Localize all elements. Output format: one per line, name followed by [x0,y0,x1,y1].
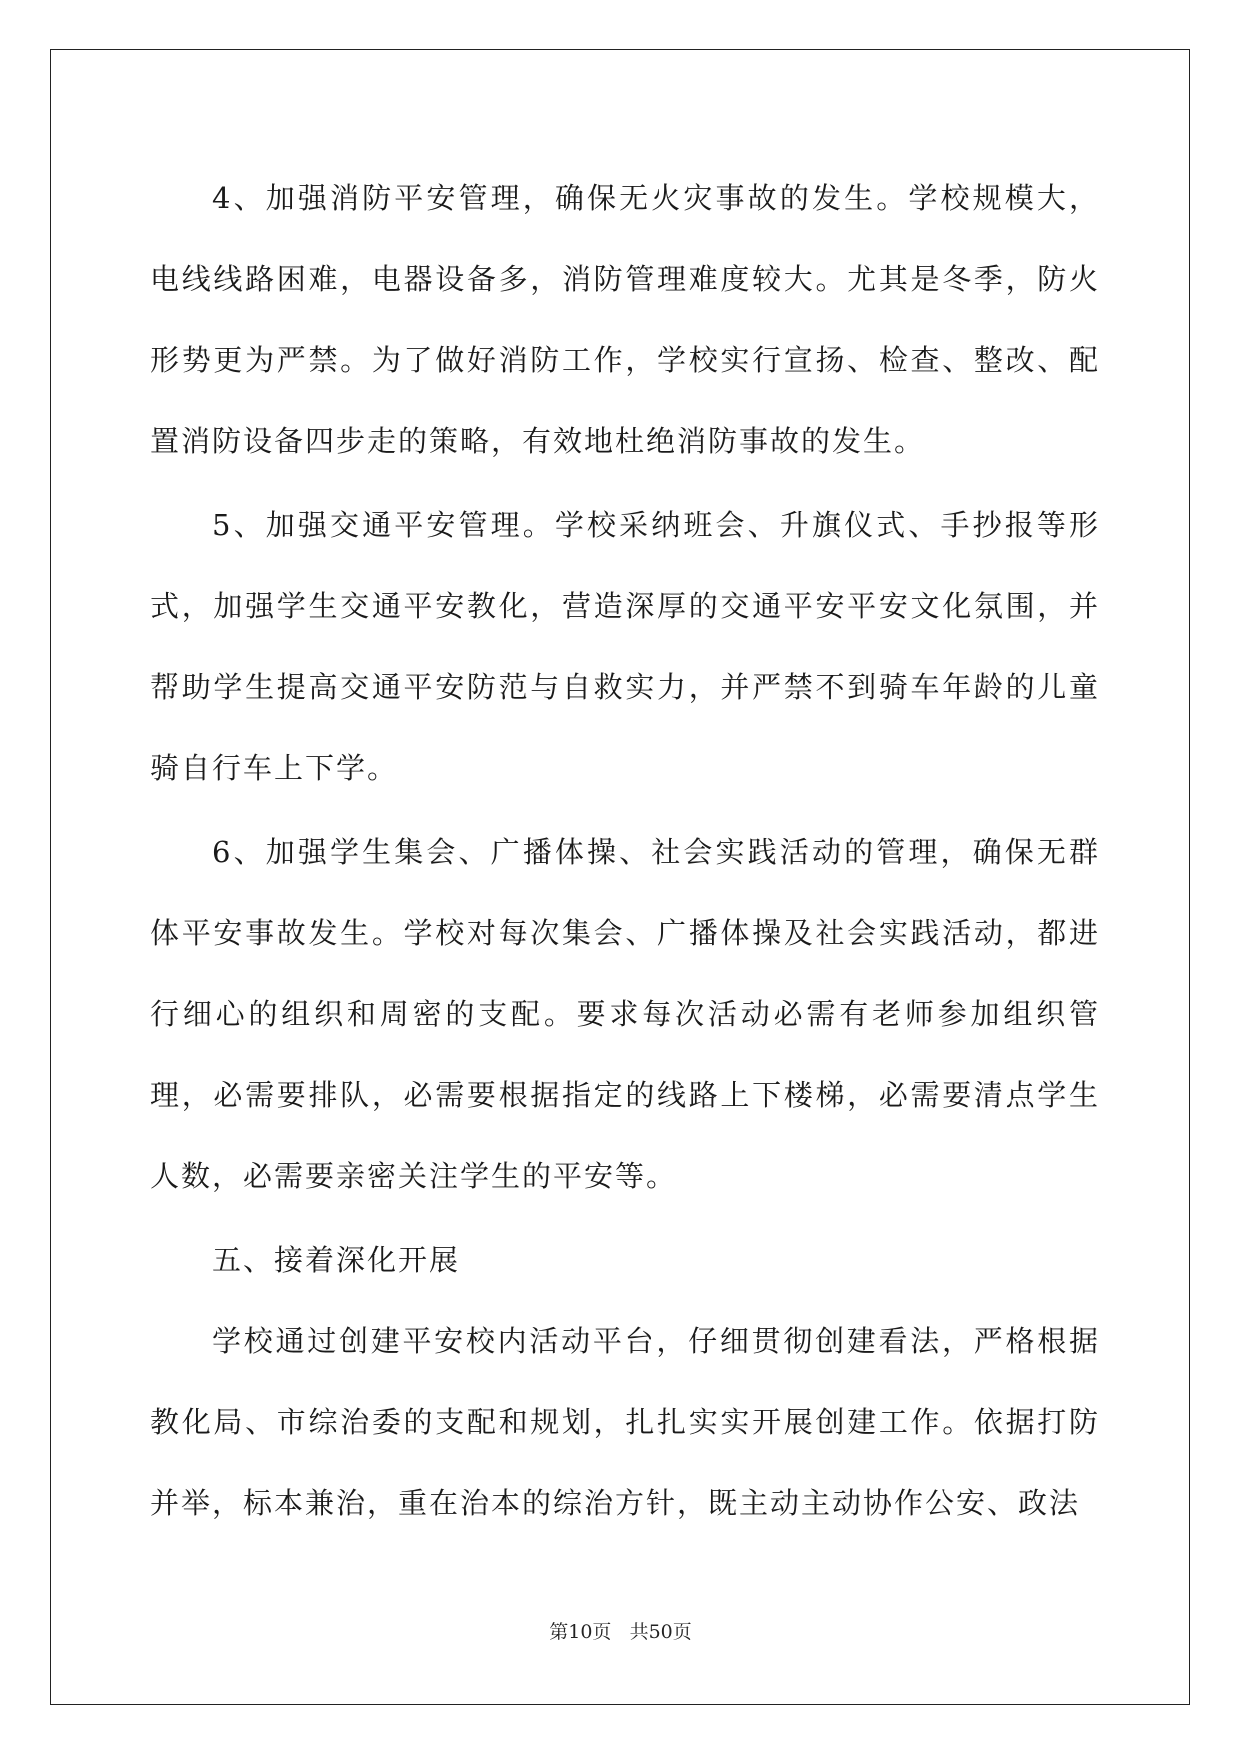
page-total: 共50页 [629,1621,692,1643]
paragraph-traffic-safety: 5、加强交通平安管理。学校采纳班会、升旗仪式、手抄报等形式，加强学生交通平安教化，营造深厚的交通平安平安文化氛围，并帮助学生提高交通平安防范与自救实力，并严禁不到骑车年龄的儿童骑自行车上下学。 [150,508,1100,785]
document-body [150,158,1100,1547]
section-heading: 五、接着深化开展 [212,1243,461,1277]
page-footer [0,1617,1241,1644]
paragraph-deepen-development: 学校通过创建平安校内活动平台，仔细贯彻创建看法，严格根据教化局、市综治委的支配和规划，扎扎实实开展创建工作。依据打防并举，标本兼治，重在治本的综治方针，既主动主动协作公安、政法 [150,1324,1100,1520]
paragraph-fire-safety: 4、加强消防平安管理，确保无火灾事故的发生。学校规模大，电线线路困难，电器设备多，消防管理难度较大。尤其是冬季，防火形势更为严禁。为了做好消防工作，学校实行宣扬、检查、整改、配置消防设备四步走的策略，有效地杜绝消防事故的发生。 [150,181,1100,458]
page-number: 第10页 [549,1621,612,1643]
paragraph-activity-safety: 6、加强学生集会、广播体操、社会实践活动的管理，确保无群体平安事故发生。学校对每次集会、广播体操及社会实践活动，都进行细心的组织和周密的支配。要求每次活动必需有老师参加组织管理，必需要排队，必需要根据指定的线路上下楼梯，必需要清点学生人数，必需要亲密关注学生的平安等。 [150,835,1100,1193]
